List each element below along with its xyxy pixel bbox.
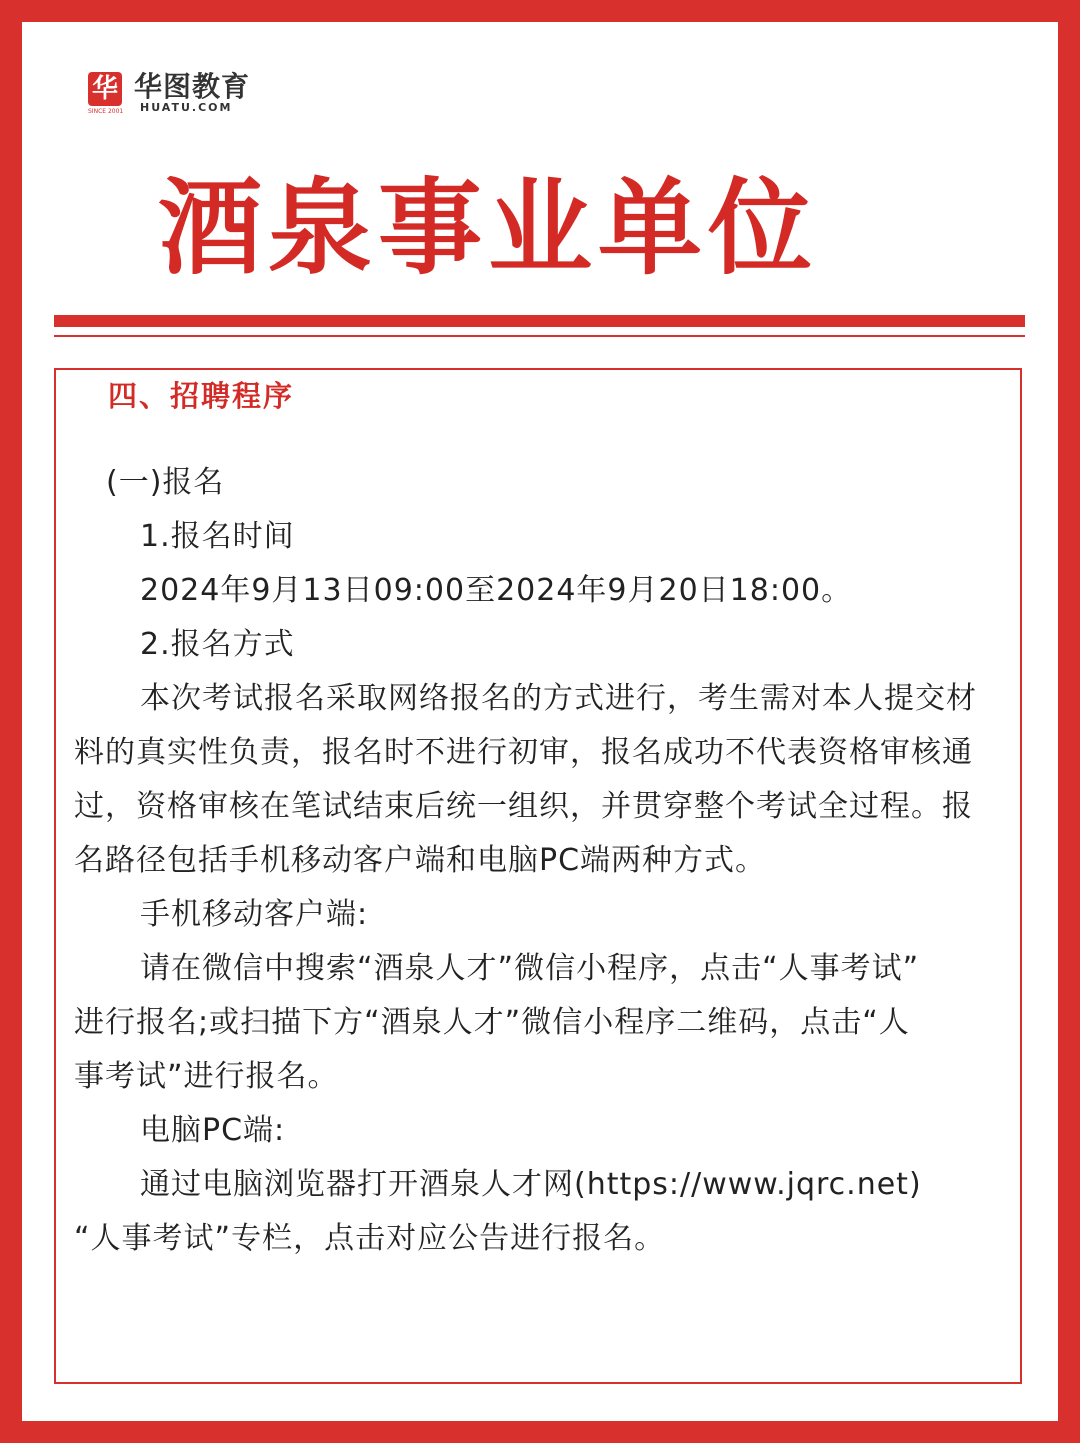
method-paragraph [74, 672, 1042, 888]
paragraph-line: 名路径包括手机移动客户端和电脑PC端两种方式。 [74, 843, 767, 878]
logo-name-cn: 华图教育 [134, 70, 251, 103]
paragraph-line: 进行报名;或扫描下方“酒泉人才”微信小程序二维码，点击“人 [74, 1005, 910, 1040]
page-title: 酒泉事业单位 [158, 166, 819, 289]
logo-wordmark [134, 72, 250, 114]
section-heading: 四、招聘程序 [108, 379, 295, 413]
pc-paragraph [74, 1158, 1042, 1266]
logo-name-en: HUATU.COM [140, 101, 233, 114]
paragraph-line: “人事考试”专栏，点击对应公告进行报名。 [74, 1221, 666, 1256]
paragraph-line: 通过电脑浏览器打开酒泉人才网(https://www.jqrc.net) [140, 1167, 922, 1202]
paragraph-line: 料的真实性负责，报名时不进行初审，报名成功不代表资格审核通 [74, 735, 973, 770]
paragraph-line: 请在微信中搜索“酒泉人才”微信小程序，点击“人事考试” [140, 951, 920, 986]
pc-client-label: 电脑PC端: [140, 1113, 286, 1148]
paragraph-line: 本次考试报名采取网络报名的方式进行，考生需对本人提交材 [140, 681, 977, 716]
item-title-method: 2.报名方式 [140, 627, 295, 662]
title-divider-thick [54, 315, 1025, 327]
paragraph-line: 事考试”进行报名。 [74, 1059, 339, 1094]
logo-since-text: SINCE 2001 [88, 108, 124, 115]
subsection-title: (一)报名 [106, 465, 225, 500]
mobile-paragraph [74, 942, 1042, 1104]
title-divider-thin [54, 335, 1025, 337]
huatu-logo-icon: 华 [88, 72, 122, 106]
mobile-client-label: 手机移动客户端: [140, 897, 369, 932]
huatu-logo [88, 72, 250, 118]
item-title-time: 1.报名时间 [140, 519, 295, 554]
paragraph-line: 过，资格审核在笔试结束后统一组织，并贯穿整个考试全过程。报 [74, 789, 973, 824]
registration-time-value: 2024年9月13日09:00至2024年9月20日18:00。 [140, 573, 853, 608]
